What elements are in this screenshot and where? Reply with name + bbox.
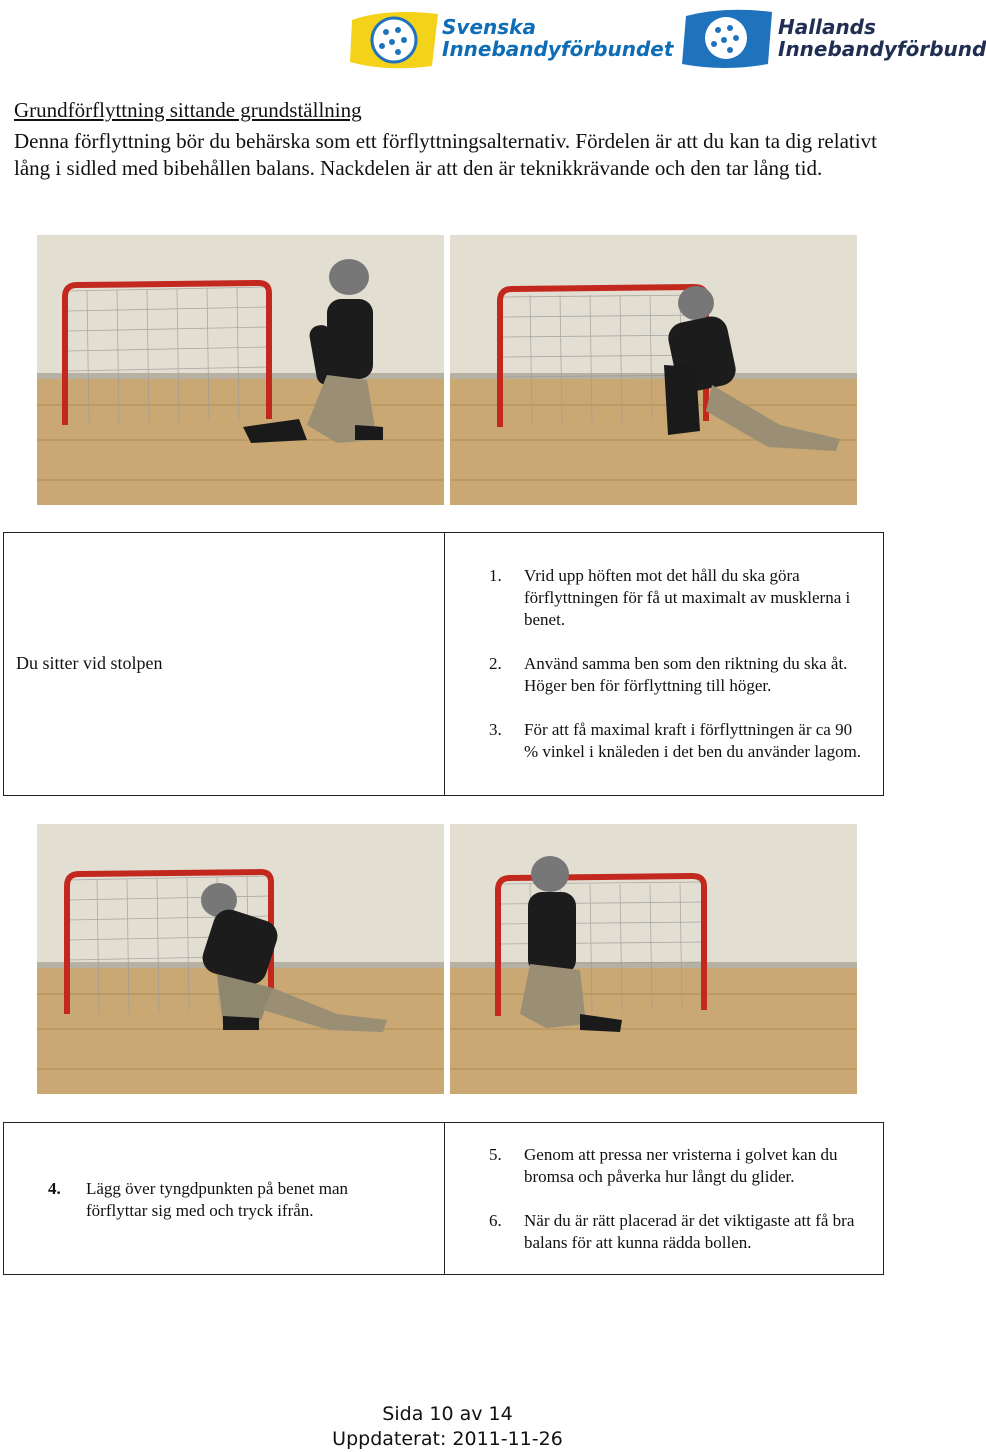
step-list-1-3: [445, 565, 883, 763]
step-text: Använd samma ben som den riktning du ska åt. Höger ben för förflyttning till höger.: [524, 654, 848, 695]
step-text: Genom att pressa ner vristerna i golvet kan du bromsa och påverka hur långt du glider.: [524, 1144, 838, 1186]
instructions-table-2: [3, 1122, 884, 1275]
footer: [0, 1402, 895, 1452]
logo-svenska-line2: Innebandyförbundet: [442, 37, 674, 61]
step-text: För att få maximal kraft i förflyttningen är ca 90 % vinkel i knäleden i det ben du använder lagom.: [524, 720, 862, 761]
step-item: 6. När du är rätt placerad är det viktigaste att få bra balans för att kunna rädda bollen.: [489, 1210, 855, 1252]
instructions-table-1: [3, 532, 884, 796]
page-heading: Grundförflyttning sittande grundställning: [14, 98, 362, 122]
page-number: Sida 10 av 14: [382, 1403, 513, 1425]
photo-goalkeeper-kneeling-at-post: [37, 235, 444, 505]
caption-at-post: Du sitter vid stolpen: [16, 653, 163, 673]
step-item: 4. Lägg över tyngdpunkten på benet man förflyttar sig med och tryck ifrån.: [48, 1178, 408, 1222]
hallands-innebandyforbund-logo: [680, 6, 986, 72]
photo-goalkeeper-lunge-start: [37, 824, 444, 1094]
logo-svenska-line1: Svenska: [442, 15, 536, 39]
step-list-5-6: [445, 1144, 883, 1254]
step-item: 2. Använd samma ben som den riktning du ska åt. Höger ben för förflyttning till höger.: [489, 654, 848, 695]
steps-cell: [445, 1123, 884, 1275]
step4-cell: [4, 1123, 445, 1275]
step-text: Lägg över tyngdpunkten på benet man förflyttar sig med och tryck ifrån.: [86, 1179, 349, 1220]
updated-date: Uppdaterat: 2011-11-26: [332, 1428, 563, 1450]
step-item: 5. Genom att pressa ner vristerna i golvet kan du bromsa och påverka hur långt du glider.: [489, 1144, 838, 1186]
svenska-innebandyforbundet-logo: [346, 6, 674, 72]
photo-goalkeeper-slide-end: [450, 824, 857, 1094]
intro-paragraph: Denna förflyttning bör du behärska som ett förflyttningsalternativ. Fördelen är att du kan ta dig relativt lång i sidled med bibehållen balans. Nackdelen är att den är teknikkrävande och den tar lång tid.: [14, 129, 877, 180]
step-item: 3. För att få maximal kraft i förflyttningen är ca 90 % vinkel i knäleden i det ben du använder lagom.: [489, 720, 862, 761]
caption-cell: [4, 533, 445, 796]
logo-hallands-line2: Innebandyförbund: [778, 37, 986, 61]
step-item: 1. Vrid upp höften mot det håll du ska göra förflyttningen för få ut maximalt av musklerna i benet.: [489, 566, 851, 629]
step-text: När du är rätt placerad är det viktigaste att få bra balans för att kunna rädda bollen.: [524, 1210, 855, 1252]
step-text: Vrid upp höften mot det håll du ska göra förflyttningen för få ut maximalt av musklerna i benet.: [524, 566, 851, 629]
logo-hallands-line1: Hallands: [778, 15, 876, 39]
steps-cell: [445, 533, 884, 796]
photo-goalkeeper-hip-turn: [450, 235, 857, 505]
